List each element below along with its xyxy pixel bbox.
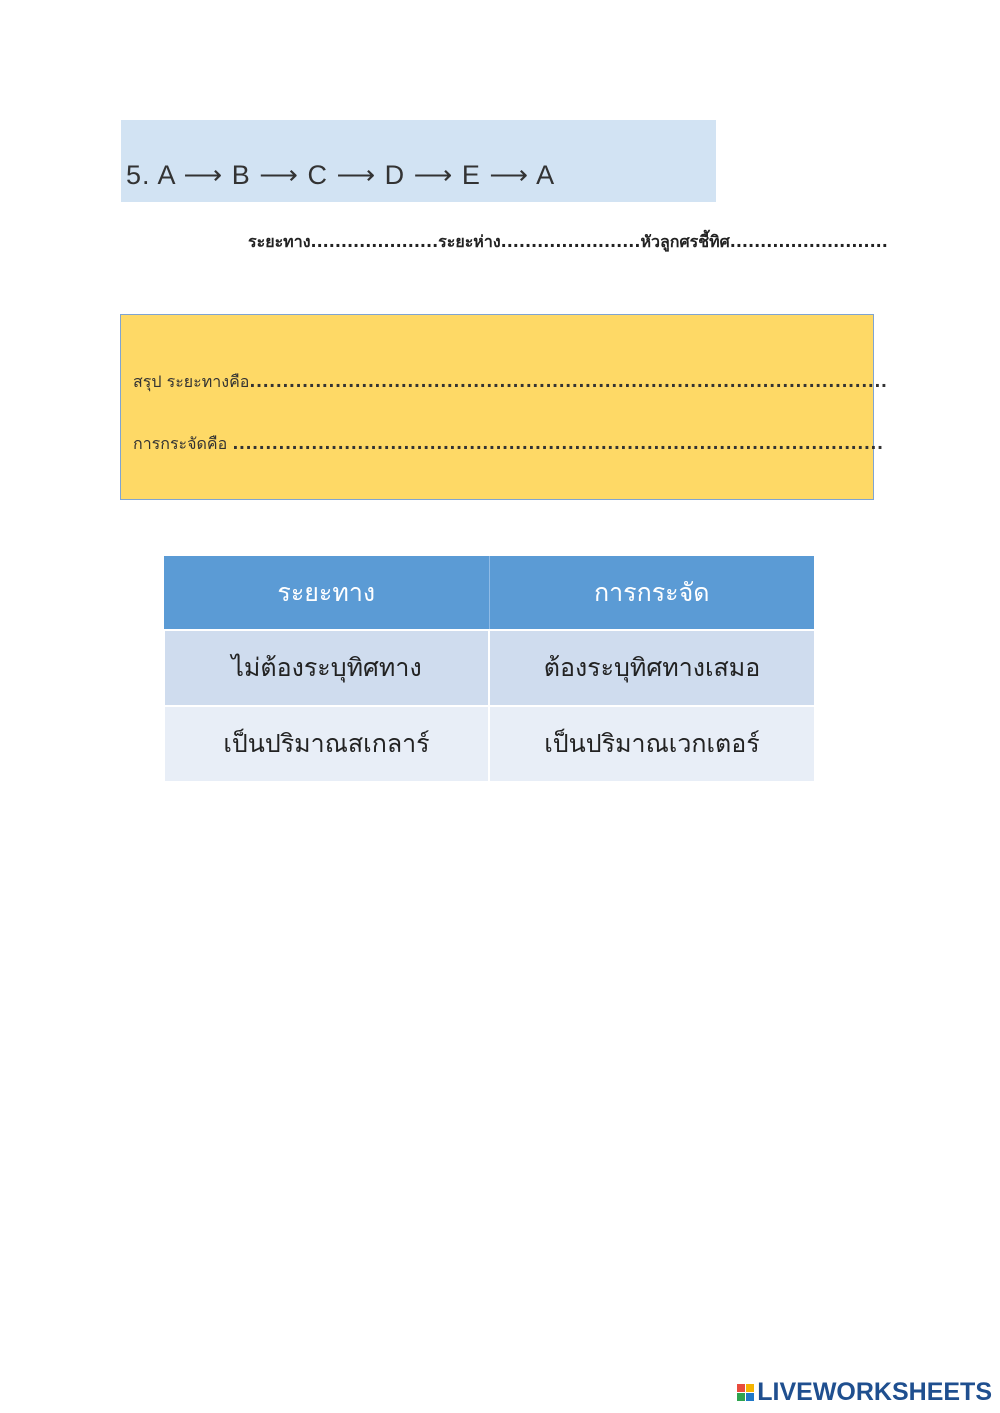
summary-displacement-line <box>133 432 884 457</box>
summary-box <box>120 314 874 500</box>
question-sequence: 5. A ⟶ B ⟶ C ⟶ D ⟶ E ⟶ A <box>126 160 556 190</box>
liveworksheets-logo <box>737 1378 992 1407</box>
table-header-row <box>164 556 814 630</box>
logo-mark-icon <box>737 1384 754 1401</box>
table-cell: เป็นปริมาณเวกเตอร์ <box>489 706 814 781</box>
summary-distance-line <box>133 370 888 395</box>
summary-displacement-blank: ................................................................................................... <box>232 434 884 453</box>
header-distance: ระยะทาง <box>164 556 489 630</box>
summary-distance-label: สรุป ระยะทางคือ <box>133 372 250 391</box>
table-cell: ต้องระบุทิศทางเสมอ <box>489 630 814 706</box>
table-row <box>164 630 814 706</box>
table-cell: เป็นปริมาณสเกลาร์ <box>164 706 489 781</box>
comparison-table <box>163 556 814 781</box>
header-displacement: การกระจัด <box>489 556 814 630</box>
summary-distance-blank: ................................................................................................. <box>249 372 888 391</box>
summary-displacement-label: การกระจัดคือ <box>133 434 233 453</box>
table-cell: ไม่ต้องระบุทิศทาง <box>164 630 489 706</box>
fill-in-blank-line: ระยะทาง.....................ระยะห่าง.......................หัวลูกศรชี้ทิศ.......................... <box>248 232 888 251</box>
table-row <box>164 706 814 781</box>
logo-text: LIVEWORKSHEETS <box>757 1378 992 1406</box>
